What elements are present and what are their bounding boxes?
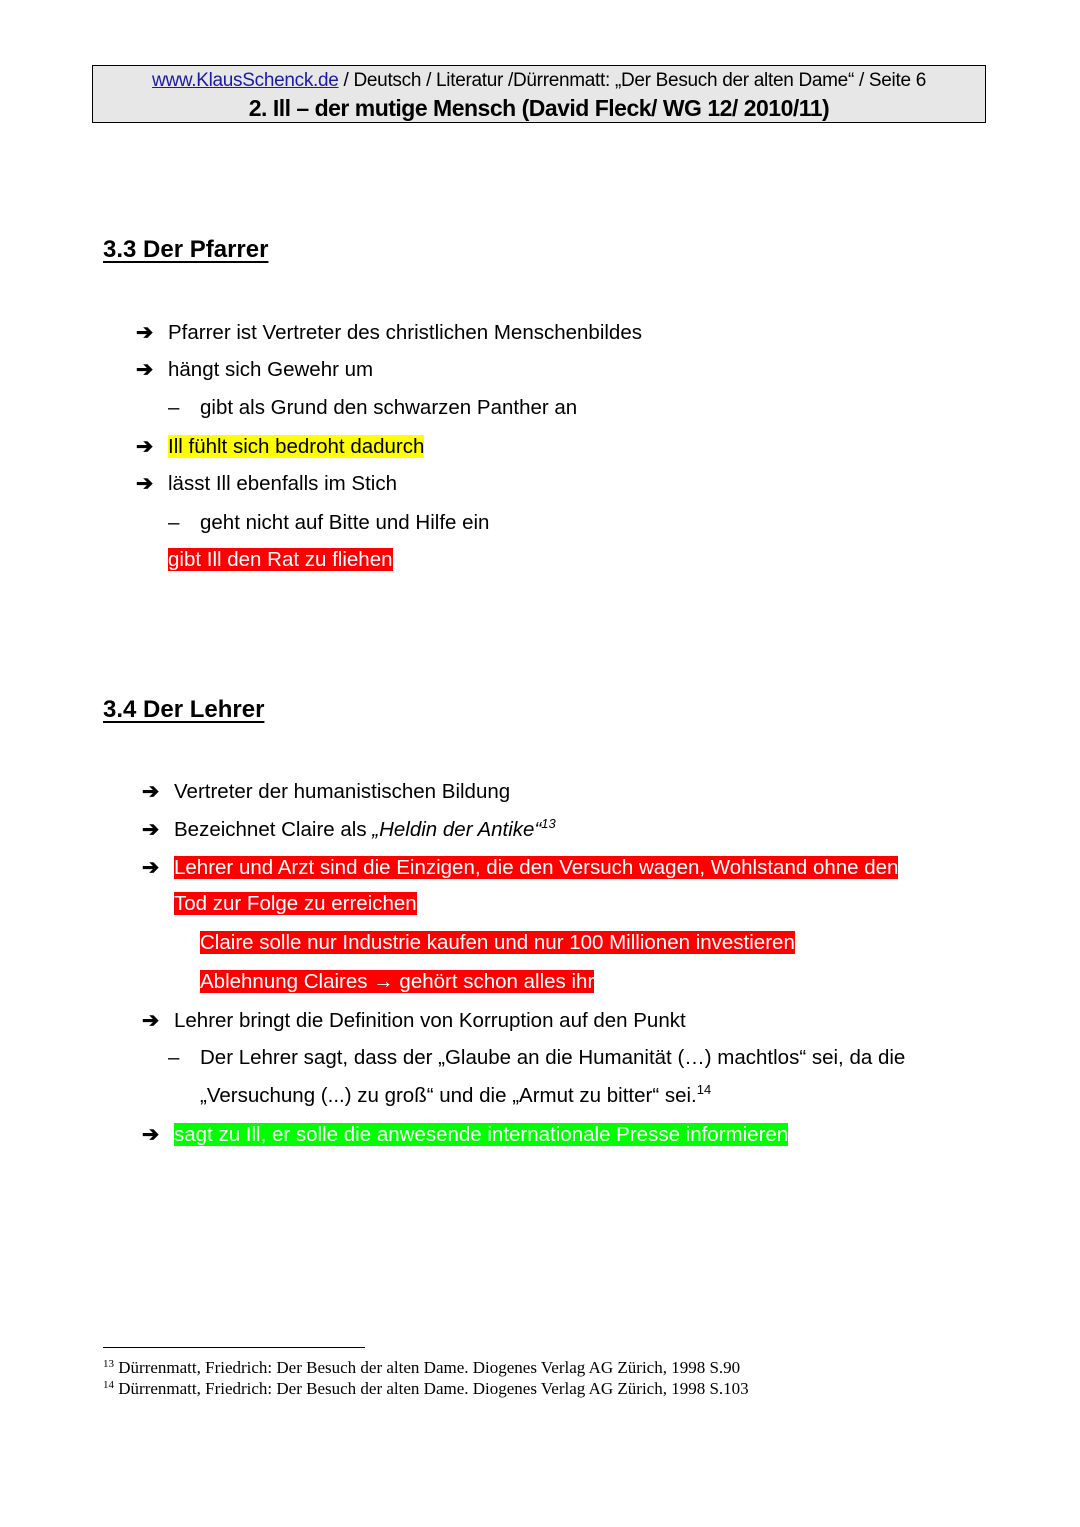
- sub-list-item-continuation: „Versuchung (...) zu groß“ und die „Armut zu bitter“ sei.$^{14}$: [200, 1082, 712, 1107]
- sub-list-item: – Der Lehrer sagt, dass der „Glaube an die Humanität (…) machtlos“ sei, da die: [168, 1046, 906, 1069]
- highlighted-text: Claire solle nur Industrie kaufen und nur 100 Millionen investieren: [200, 931, 795, 954]
- footnote-divider: [103, 1347, 365, 1348]
- dash-icon: –: [168, 1046, 180, 1069]
- section-heading-pfarrer: 3.3 Der Pfarrer: [103, 236, 269, 263]
- arrow-icon: ➔: [136, 358, 154, 381]
- highlighted-text: Ablehnung Claires → gehört schon alles ihr: [200, 970, 595, 993]
- dash-icon: –: [168, 511, 180, 534]
- list-item: ➔ Vertreter der humanistischen Bildung: [142, 780, 511, 803]
- list-item: [168, 548, 393, 572]
- arrow-icon: ➔: [142, 1123, 160, 1146]
- list-item: ➔ Lehrer bringt die Definition von Korruption auf den Punkt: [142, 1009, 686, 1032]
- list-item: ➔ Pfarrer ist Vertreter des christlichen Menschenbildes: [136, 321, 642, 344]
- list-item: ➔ lässt Ill ebenfalls im Stich: [136, 472, 398, 495]
- sub-list-item: – geht nicht auf Bitte und Hilfe ein: [168, 511, 490, 534]
- highlighted-text: gibt Ill den Rat zu fliehen: [168, 548, 393, 571]
- section-heading-lehrer: 3.4 Der Lehrer: [103, 696, 265, 723]
- arrow-icon: ➔: [142, 818, 160, 841]
- quote: „Heldin der Antike“: [372, 818, 542, 841]
- dash-icon: –: [168, 396, 180, 419]
- footnote-ref: 13: [541, 816, 556, 832]
- header-subtitle: 2. Ill – der mutige Mensch (David Fleck/ WG 12/ 2010/11): [248, 95, 830, 121]
- website-link[interactable]: www.KlausSchenck.de: [152, 70, 339, 91]
- highlighted-text: Lehrer und Arzt sind die Einzigen, die den Versuch wagen, Wohlstand ohne den: [174, 856, 899, 879]
- footnote-ref: 14: [696, 1082, 712, 1098]
- highlighted-text: sagt zu Ill, er solle die anwesende internationale Presse informieren: [174, 1123, 789, 1146]
- arrow-icon: ➔: [142, 1009, 160, 1032]
- footnote: $^{14}$ Dürrenmatt, Friedrich: Der Besuch der alten Dame. Diogenes Verlag AG Zürich, 1998 S.103: [103, 1379, 749, 1398]
- arrow-icon: ➔: [136, 321, 154, 344]
- list-item: ➔ hängt sich Gewehr um: [136, 358, 374, 381]
- sub-list-item: [200, 970, 594, 994]
- list-item: ➔ Bezeichnet Claire als „Heldin der Antike“$^{13}$: [142, 816, 556, 841]
- arrow-icon: ➔: [142, 780, 160, 803]
- list-item: [142, 855, 898, 880]
- header-source-line: [93, 70, 985, 92]
- arrow-icon: ➔: [136, 472, 154, 495]
- list-item: [142, 1122, 788, 1147]
- page-header: [92, 65, 986, 123]
- header-path: / Deutsch / Literatur /Dürrenmatt: „Der Besuch der alten Dame“ / Seite 6: [338, 70, 926, 91]
- list-item: [136, 434, 424, 459]
- highlighted-text: Ill fühlt sich bedroht dadurch: [168, 435, 425, 458]
- arrow-icon: ➔: [142, 856, 160, 879]
- arrow-icon: ➔: [136, 435, 154, 458]
- sub-list-item: [200, 931, 795, 955]
- list-item-continuation: [174, 892, 417, 916]
- highlighted-text: Tod zur Folge zu erreichen: [174, 892, 417, 915]
- sub-list-item: – gibt als Grund den schwarzen Panther an: [168, 396, 578, 419]
- footnote: $^{13}$ Dürrenmatt, Friedrich: Der Besuch der alten Dame. Diogenes Verlag AG Zürich, 1998 S.90: [103, 1358, 741, 1377]
